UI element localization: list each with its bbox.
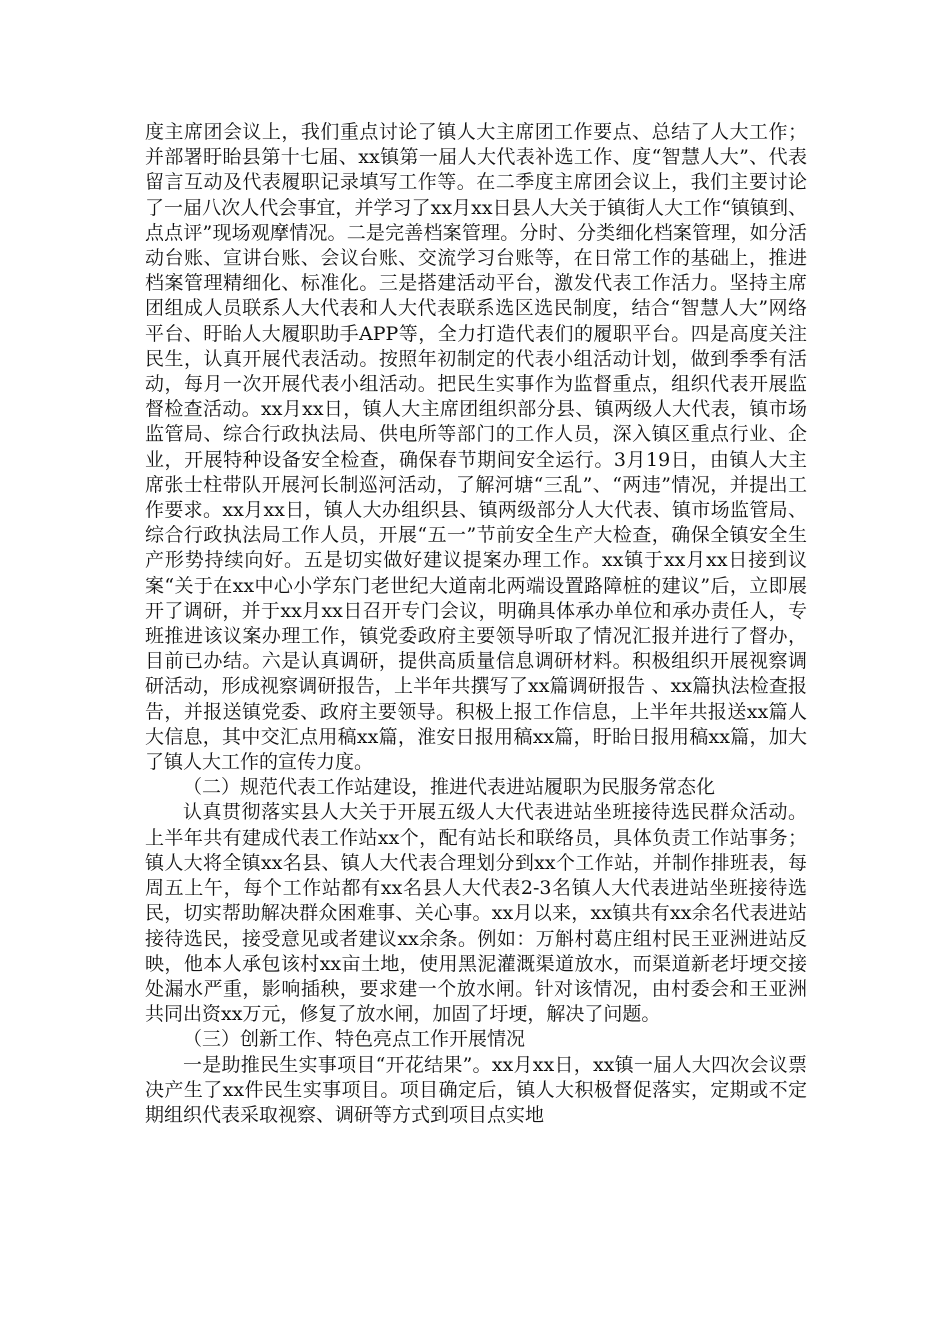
section-heading-2: （二）规范代表工作站建设，推进代表进站履职为民服务常态化: [183, 776, 716, 799]
document-body: [145, 120, 807, 1128]
body-paragraph-1: 度主席团会议上，我们重点讨论了镇人大主席团工作要点、总结了人大工作；并部署盱眙县第十七届、xx镇第一届人大代表补选工作、度“智慧人大”、代表留言互动及代表履职记录填写工作等。在二季度主席团会议上，我们主要讨论了一届八次人代会事宜，并学习了xx月xx日县人大关于镇街人大工作“镇镇到、点点评”现场观摩情况。二是完善档案管理。分时、分类细化档案管理，如分活动台账、宣讲台账、会议台账、交流学习台账等，在日常工作的基础上，推进档案管理精细化、标准化。三是搭建活动平台，激发代表工作活力。坚持主席团组成人员联系人大代表和人大代表联系选区选民制度，结合“智慧人大”网络平台、盱眙人大履职助手APP等，全力打造代表们的履职平台。四是高度关注民生，认真开展代表活动。按照年初制定的代表小组活动计划，做到季季有活动，每月一次开展代表小组活动。把民生实事作为监督重点，组织代表开展监督检查活动。xx月xx日，镇人大主席团组织部分县、镇两级人大代表，镇市场监管局、综合行政执法局、供电所等部门的工作人员，深入镇区重点行业、企业，开展特种设备安全检查，确保春节期间安全运行。3月19日，由镇人大主席张士柱带队开展河长制巡河活动，了解河塘“三乱”、“两违”情况，并提出工作要求。xx月xx日，镇人大办组织县、镇两级部分人大代表、镇市场监管局、综合行政执法局工作人员，开展“五一”节前安全生产大检查，确保全镇安全生产形势持续向好。五是切实做好建议提案办理工作。xx镇于xx月xx日接到议案“关于在xx中心小学东门老世纪大道南北两端设置路障桩的建议”后，立即展开了调研，并于xx月xx日召开专门会议，明确具体承办单位和承办责任人，专班推进该议案办理工作，镇党委政府主要领导听取了情况汇报并进行了督办，目前已办结。六是认真调研，提供高质量信息调研材料。积极组织开展视察调研活动，形成视察调研报告，上半年共撰写了xx篇调研报告 、xx篇执法检查报告，并报送镇党委、政府主要领导。积极上报工作信息，上半年共报送xx篇人大信息，其中交汇点用稿xx篇，淮安日报用稿xx篇，盱眙日报用稿xx篇，加大了镇人大工作的宣传力度。: [145, 121, 807, 774]
section-heading-3: （三）创新工作、特色亮点工作开展情况: [183, 1028, 526, 1051]
body-paragraph-2: 认真贯彻落实县人大关于开展五级人大代表进站坐班接待选民群众活动。上半年共有建成代表工作站xx个，配有站长和联络员，具体负责工作站事务；镇人大将全镇xx名县、镇人大代表合理划分到xx个工作站，并制作排班表，每周五上午，每个工作站都有xx名县人大代表2-3名镇人大代表进站坐班接待选民，切实帮助解决群众困难事、关心事。xx月以来，xx镇共有xx余名代表进站接待选民，接受意见或者建议xx余条。例如：万斛村葛庄组村民王亚洲进站反映，他本人承包该村xx亩土地，使用黑泥灌溉渠道放水，而渠道新老圩埂交接处漏水严重，影响插秧，要求建一个放水闸。针对该情况，由村委会和王亚洲共同出资xx万元，修复了放水闸，加固了圩埂，解决了问题。: [145, 801, 807, 1026]
body-paragraph-3: 一是助推民生实事项目“开花结果”。xx月xx日，xx镇一届人大四次会议票决产生了xx件民生实事项目。项目确定后，镇人大积极督促落实，定期或不定期组织代表采取视察、调研等方式到项目点实地: [145, 1053, 807, 1126]
